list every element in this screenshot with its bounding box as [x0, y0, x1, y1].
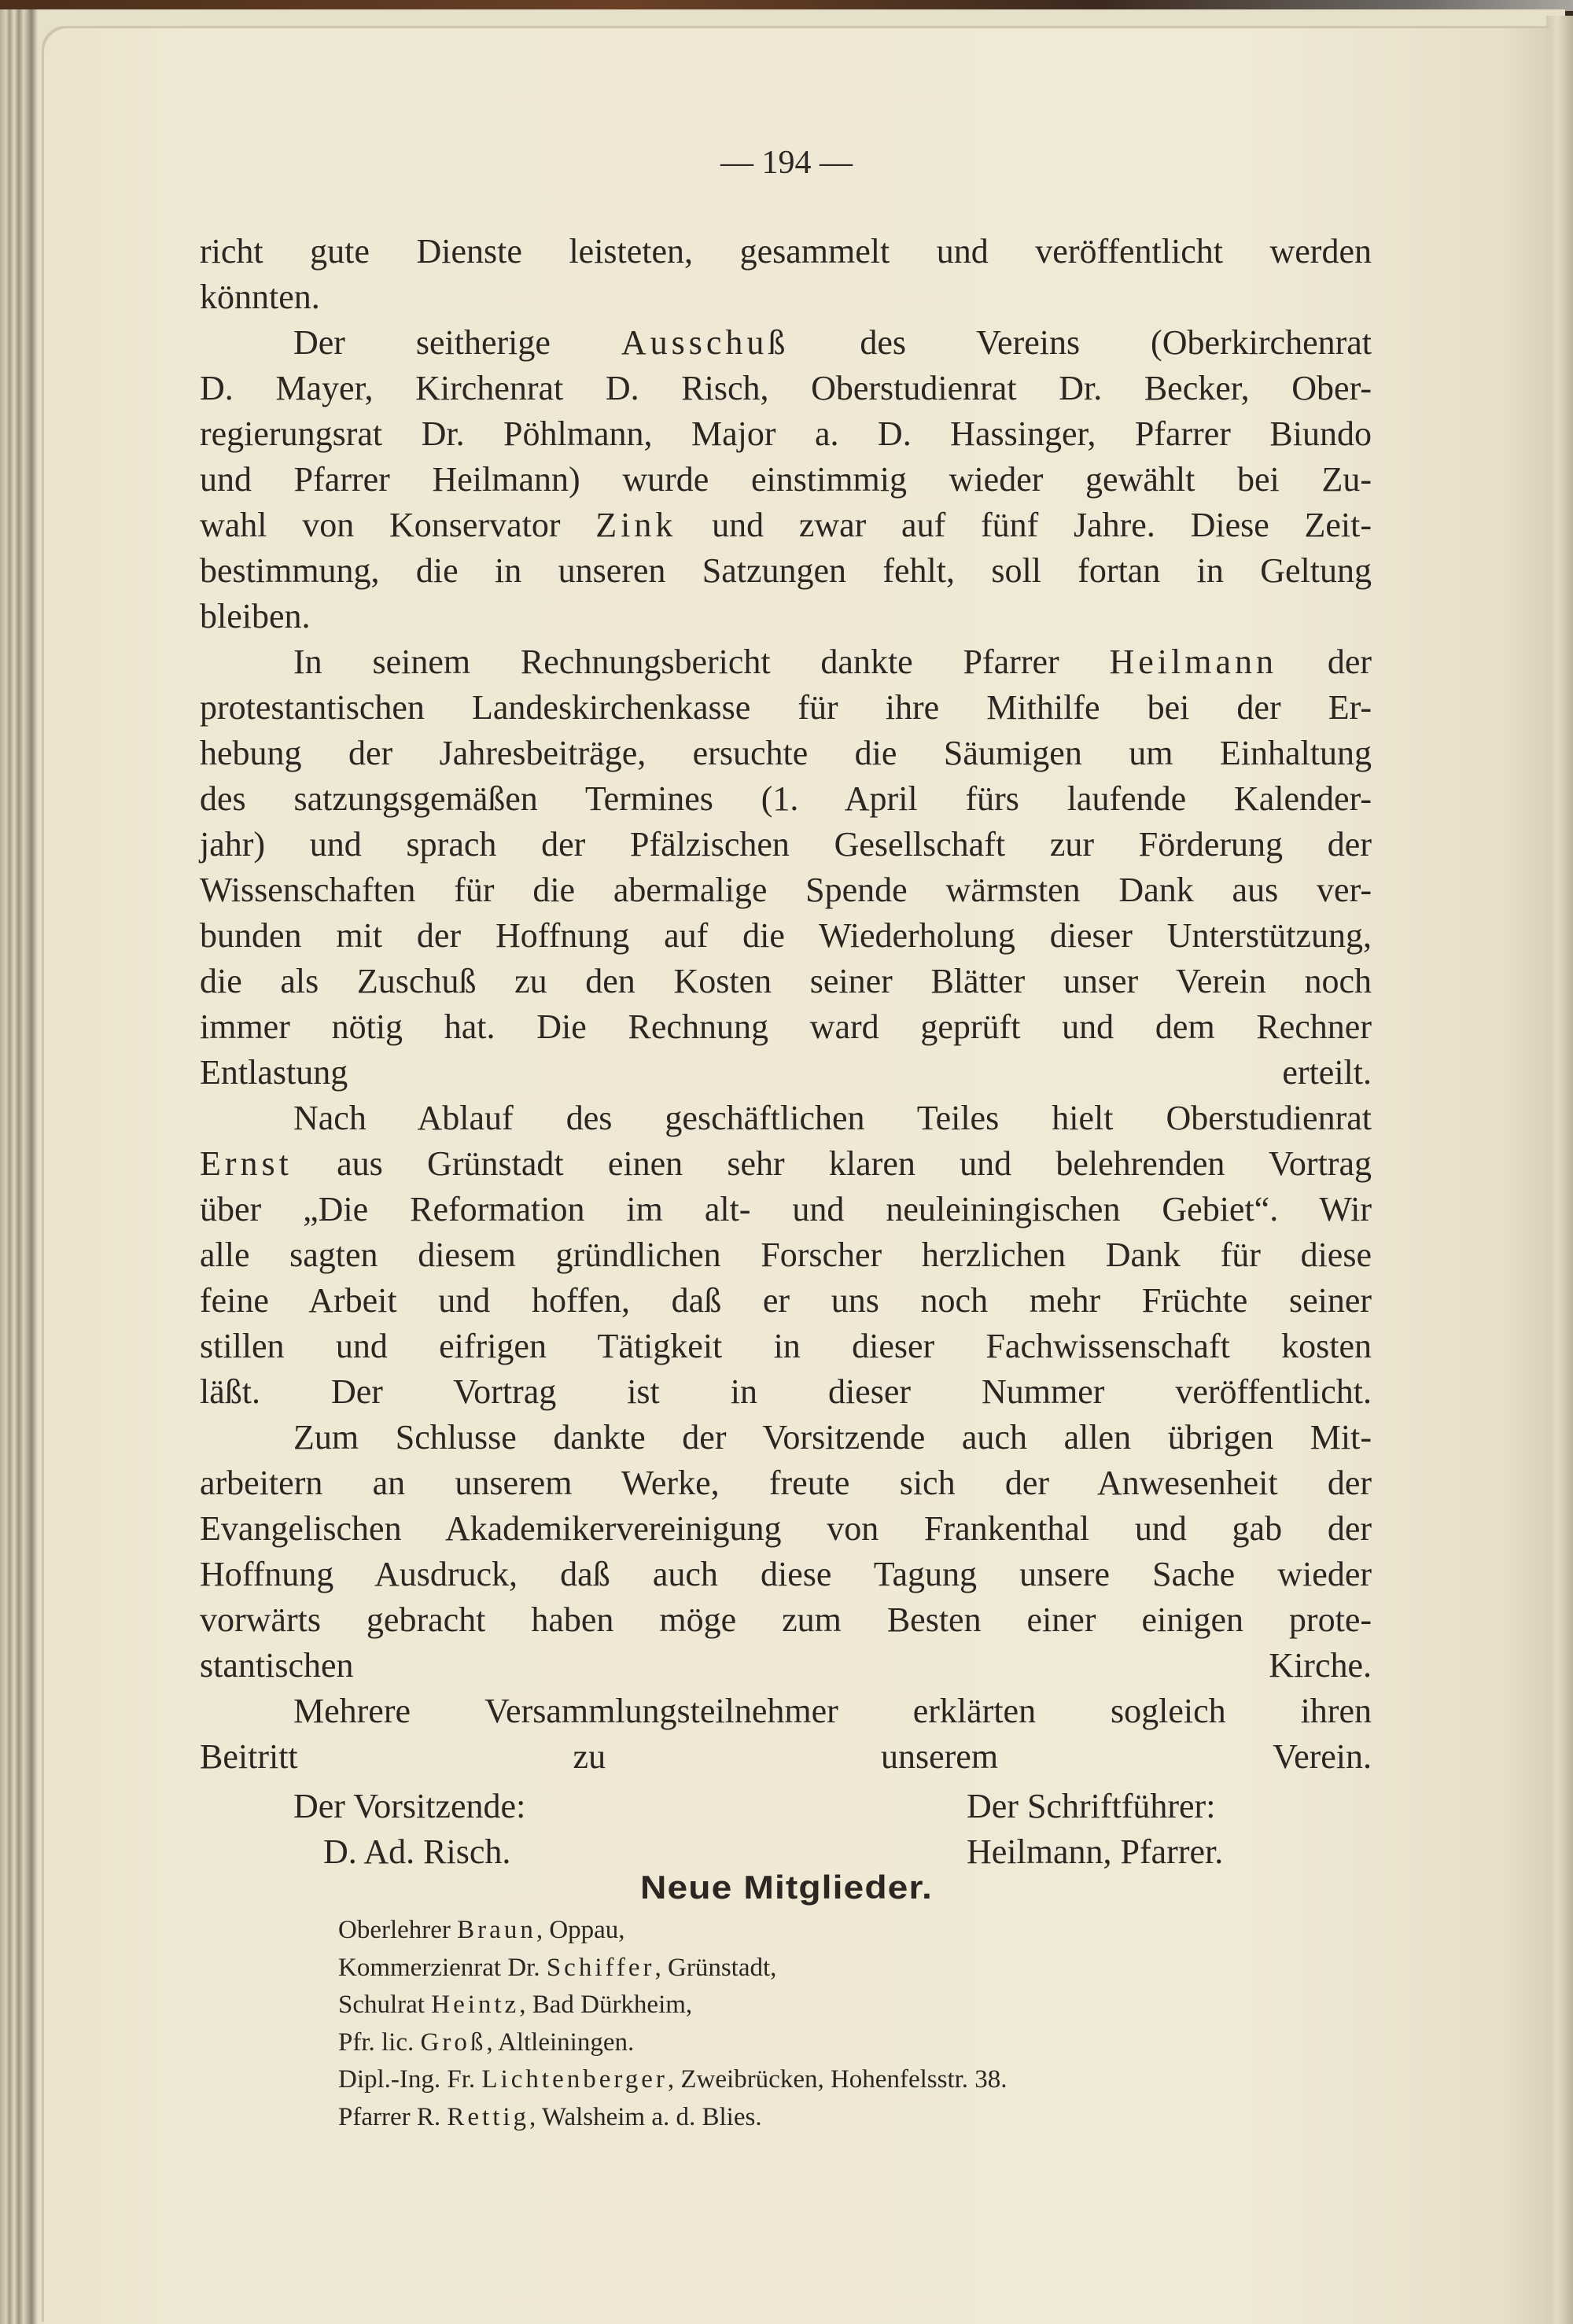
member-text: , Grünstadt, [654, 1953, 777, 1982]
text-segment: aus Grünstadt einen sehr klaren und belehrenden Vortrag [292, 1144, 1372, 1183]
text-line [293, 1689, 1372, 1734]
text-segment: die als Zuschuß zu den Kosten seiner Blätter unser Verein noch [200, 962, 1372, 1000]
emphasized-name: Zink [595, 506, 677, 544]
text-line [200, 776, 1372, 822]
chair-name: D. Ad. Risch. [323, 1832, 511, 1871]
new-members-heading: Neue Mitglieder. [640, 1869, 933, 1906]
member-surname: Braun [457, 1916, 536, 1944]
member-text: Schulrat [338, 1991, 432, 2020]
chair-title: Der Vorsitzende: [293, 1787, 526, 1825]
text-line [200, 685, 1372, 731]
secretary-name: Heilmann, Pfarrer. [967, 1832, 1224, 1871]
emphasized-name: Ernst [200, 1144, 293, 1183]
text-segment: und Pfarrer Heilmann) wurde einstimmig wieder gewählt bei Zu- [200, 460, 1372, 499]
text-line [200, 274, 1372, 320]
text-segment: D. Mayer, Kirchenrat D. Risch, Oberstudienrat Dr. Becker, Ober- [200, 369, 1372, 407]
text-segment: Zum Schlusse dankte der Vorsitzende auch allen übrigen Mit- [293, 1418, 1372, 1457]
text-line [200, 548, 1372, 594]
text-segment: In seinem Rechnungsbericht dankte Pfarrer [293, 643, 1110, 681]
text-line [293, 639, 1372, 685]
text-segment: und zwar auf fünf Jahre. Diese Zeit- [676, 506, 1372, 544]
member-text: Oberlehrer [338, 1916, 458, 1944]
text-line [200, 503, 1372, 548]
text-segment: Der seitherige [293, 323, 621, 362]
new-member-entry [338, 2099, 762, 2135]
text-line [200, 594, 1372, 639]
text-segment: regierungsrat Dr. Pöhlmann, Major a. D. Hassinger, Pfarrer Biundo [200, 414, 1372, 453]
text-segment: Evangelischen Akademikervereinigung von Frankenthal und gab der [200, 1509, 1372, 1548]
member-surname: Lichtenberger [481, 2065, 668, 2094]
text-segment: könnten. [200, 278, 320, 316]
member-text: Pfr. lic. [338, 2028, 421, 2057]
text-line [200, 867, 1372, 913]
text-segment: Hoffnung Ausdruck, daß auch diese Tagung unsere Sache wieder [200, 1555, 1372, 1593]
page-number: — 194 — [720, 145, 853, 181]
text-line [200, 1141, 1372, 1187]
text-line [200, 1643, 1372, 1689]
text-segment: alle sagten diesem gründlichen Forscher herzlichen Dank für diese [200, 1236, 1372, 1274]
text-segment: über „Die Reformation im alt- und neuleiningischen Gebiet“. Wir [200, 1190, 1372, 1228]
text-line [200, 1552, 1372, 1597]
text-line [200, 1597, 1372, 1643]
text-segment: Mehrere Versammlungsteilnehmer erklärten sogleich ihren [293, 1692, 1372, 1730]
text-line [200, 822, 1372, 867]
text-segment: läßt. Der Vortrag ist in dieser Nummer veröffentlicht. [200, 1372, 1372, 1411]
emphasized-name: Ausschuß [621, 323, 790, 362]
new-member-entry [338, 1987, 692, 2023]
new-member-entry [338, 2024, 634, 2061]
text-line [200, 1324, 1372, 1369]
text-line [200, 731, 1372, 776]
member-text: , Altleiningen. [486, 2028, 635, 2057]
text-segment: arbeitern an unserem Werke, freute sich der Anwesenheit der [200, 1464, 1372, 1502]
text-line [200, 1734, 1372, 1780]
text-segment: jahr) und sprach der Pfälzischen Gesellschaft zur Förderung der [200, 825, 1372, 864]
text-segment: wahl von Konservator [200, 506, 596, 544]
text-line [200, 1460, 1372, 1506]
text-segment: bunden mit der Hoffnung auf die Wiederholung dieser Unterstützung, [200, 916, 1372, 955]
text-line [200, 1004, 1372, 1050]
text-line [293, 1415, 1372, 1460]
member-surname: Schiffer [546, 1953, 655, 1982]
text-segment: des satzungsgemäßen Termines (1. April fürs laufende Kalender- [200, 779, 1372, 818]
text-segment: stillen und eifrigen Tätigkeit in dieser Fachwissenschaft kosten [200, 1327, 1372, 1365]
member-surname: Groß [420, 2028, 487, 2057]
text-segment: vorwärts gebracht haben möge zum Besten einer einigen prote- [200, 1600, 1372, 1639]
text-segment: bestimmung, die in unseren Satzungen fehlt, soll fortan in Geltung [200, 551, 1372, 590]
member-text: Pfarrer R. [338, 2103, 448, 2131]
text-segment: feine Arbeit und hoffen, daß er uns noch mehr Früchte seiner [200, 1281, 1372, 1320]
new-member-entry [338, 1950, 776, 1986]
text-line [200, 411, 1372, 457]
text-segment: richt gute Dienste leisteten, gesammelt und veröffentlicht werden [200, 232, 1372, 271]
text-line [200, 1506, 1372, 1552]
text-segment: immer nötig hat. Die Rechnung ward geprüft und dem Rechner [200, 1007, 1372, 1046]
text-segment: hebung der Jahresbeiträge, ersuchte die Säumigen um Einhaltung [200, 734, 1372, 772]
text-segment: protestantischen Landeskirchenkasse für ihre Mithilfe bei der Er- [200, 688, 1372, 727]
text-line [293, 320, 1372, 366]
member-text: , Walsheim a. d. Blies. [529, 2103, 762, 2131]
member-text: Kommerzienrat Dr. [338, 1953, 547, 1982]
new-member-entry [338, 2061, 1008, 2097]
secretary-title: Der Schriftführer: [967, 1787, 1216, 1825]
text-line [200, 229, 1372, 274]
member-text: , Zweibrücken, Hohenfelsstr. 38. [667, 2065, 1008, 2094]
text-line [200, 1278, 1372, 1324]
member-surname: Rettig [447, 2103, 530, 2131]
text-segment: Entlastung erteilt. [200, 1053, 1372, 1092]
member-text: Dipl.-Ing. Fr. [338, 2065, 482, 2094]
text-line [200, 913, 1372, 959]
text-line [200, 959, 1372, 1004]
text-segment: Wissenschaften für die abermalige Spende wärmsten Dank aus ver- [200, 871, 1372, 909]
member-surname: Heintz [431, 1991, 520, 2020]
text-segment: Nach Ablauf des geschäftlichen Teiles hielt Oberstudienrat [293, 1099, 1372, 1137]
new-member-entry [338, 1912, 625, 1948]
text-segment: der [1277, 643, 1372, 681]
text-segment: Beitritt zu unserem Verein. [200, 1737, 1372, 1776]
text-segment: des Vereins (Oberkirchenrat [789, 323, 1372, 362]
text-line [200, 366, 1372, 411]
text-segment: stantischen Kirche. [200, 1646, 1372, 1685]
text-line [200, 1232, 1372, 1278]
text-line [200, 1050, 1372, 1096]
emphasized-name: Heilmann [1109, 643, 1277, 681]
text-line [200, 1369, 1372, 1415]
text-line [293, 1096, 1372, 1141]
text-line [200, 457, 1372, 503]
text-segment: bleiben. [200, 597, 311, 635]
text-line [200, 1187, 1372, 1232]
member-text: , Oppau, [536, 1916, 625, 1944]
member-text: , Bad Dürkheim, [519, 1991, 693, 2020]
